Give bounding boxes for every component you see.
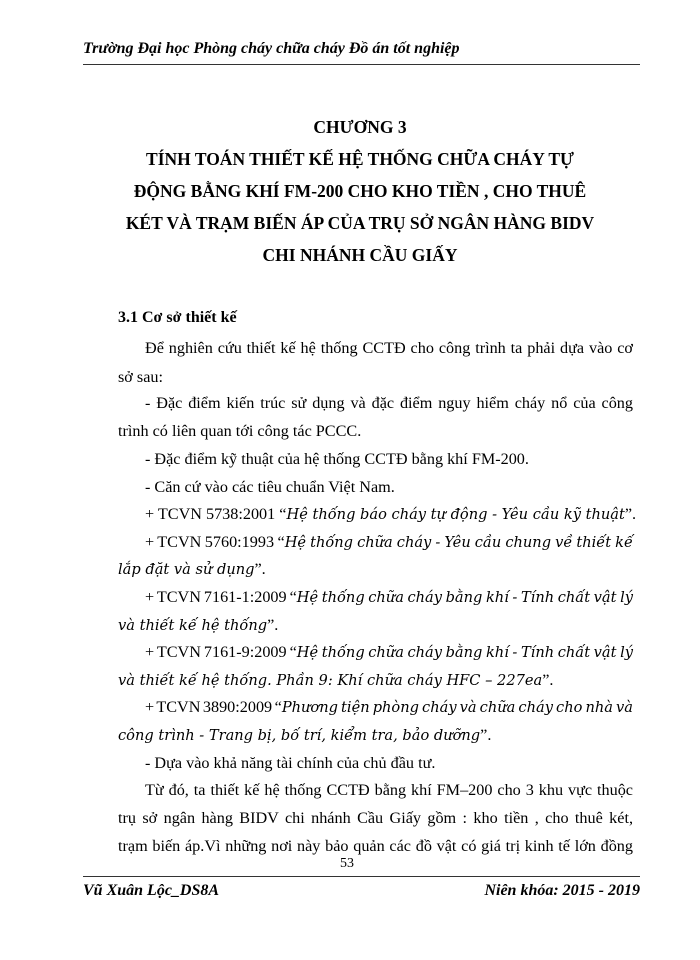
paragraph-line: Để nghiên cứu thiết kế hệ thống CCTĐ cho công trình ta phải dựa vào cơ	[145, 339, 633, 357]
section-heading: 3.1 Cơ sở thiết kế	[118, 309, 237, 326]
chapter-title-line: ĐỘNG BẰNG KHÍ FM-200 CHO KHO TIỀN , CHO THUÊ	[133, 181, 587, 201]
standard-title: Hệ thống báo cháy tự động - Yêu cầu kỹ thuật	[286, 506, 625, 523]
standard-item	[145, 503, 637, 525]
standard-item-cont	[118, 669, 633, 691]
paragraph-line: trình có liên quan tới công tác PCCC.	[118, 422, 362, 440]
standard-item-cont	[118, 724, 633, 746]
chapter-title-line: TÍNH TOÁN THIẾT KẾ HỆ THỐNG CHỮA CHÁY TỰ	[146, 149, 574, 169]
paragraph-line: Từ đó, ta thiết kế hệ thống CCTĐ bằng khí FM–200 cho 3 khu vực thuộc	[145, 781, 633, 799]
standard-title: và thiết kế hệ thống	[118, 617, 268, 634]
chapter-title	[40, 111, 680, 271]
paragraph-line: - Căn cứ vào các tiêu chuẩn Việt Nam.	[145, 478, 395, 496]
standard-title: Hệ thống chữa cháy - Yêu cầu chung về thiết kế	[284, 534, 633, 551]
standard-title: Hệ thống chữa cháy bằng khí - Tính chất vật lý	[296, 589, 633, 606]
standard-item	[145, 696, 633, 718]
standard-code: + TCVN 5760:1993 “	[145, 533, 285, 551]
punctuation: ”.	[267, 616, 279, 634]
standard-code: + TCVN 7161-9:2009 “	[145, 643, 297, 661]
standard-item	[145, 531, 633, 553]
footer-years: Niên khóa: 2015 - 2019	[484, 882, 640, 899]
standard-title: Hệ thống chữa cháy bằng khí - Tính chất vật lý	[296, 644, 633, 661]
paragraph-line: - Dựa vào khả năng tài chính của chủ đầu tư.	[145, 754, 436, 772]
punctuation: ”.	[254, 560, 266, 578]
running-header: Trường Đại học Phòng cháy chữa cháy Đồ án tốt nghiệp	[83, 40, 460, 57]
standard-title: công trình - Trang bị, bố trí, kiểm tra, bảo dưỡng	[118, 727, 481, 744]
paragraph-line: - Đặc điểm kiến trúc sử dụng và đặc điểm nguy hiểm cháy nổ của công	[145, 394, 633, 412]
page-number: 53	[340, 856, 354, 871]
standard-item	[145, 586, 633, 608]
standard-item-cont	[118, 614, 633, 636]
punctuation: ”.	[480, 726, 492, 744]
standard-item	[145, 641, 633, 663]
paragraph-line: trạm biến áp.Vì những nơi này bảo quản các đồ vật có giá trị kinh tế lớn đồng	[118, 837, 633, 855]
punctuation: ”.	[542, 671, 554, 689]
standard-code: + TCVN 5738:2001 “	[145, 505, 287, 523]
header-rule	[83, 64, 640, 65]
standard-item-cont	[118, 558, 633, 580]
chapter-title-line: KÉT VÀ TRẠM BIẾN ÁP CỦA TRỤ SỞ NGÂN HÀNG BIDV	[125, 213, 595, 233]
paragraph-line: - Đặc điểm kỹ thuật của hệ thống CCTĐ bằng khí FM-200.	[145, 450, 529, 468]
paragraph-line: trụ sở ngân hàng BIDV chi nhánh Cầu Giấy gồm : kho tiền , cho thuê két,	[118, 809, 633, 827]
chapter-title-line: CHI NHÁNH CẦU GIẤY	[262, 245, 458, 265]
standard-code: + TCVN 7161-1:2009 “	[145, 588, 297, 606]
footer-rule	[83, 876, 640, 877]
paragraph-line: sở sau:	[118, 368, 163, 386]
punctuation: ”.	[624, 505, 637, 523]
chapter-label: CHƯƠNG 3	[313, 117, 407, 137]
standard-title: Phương tiện phòng cháy và chữa cháy cho nhà và	[281, 699, 633, 716]
standard-title: và thiết kế hệ thống. Phần 9: Khí chữa cháy HFC – 227ea	[118, 672, 543, 689]
footer-author: Vũ Xuân Lộc_DS8A	[83, 882, 220, 899]
standard-code: + TCVN 3890:2009 “	[145, 698, 282, 716]
standard-title: lắp đặt và sử dụng	[118, 561, 255, 578]
